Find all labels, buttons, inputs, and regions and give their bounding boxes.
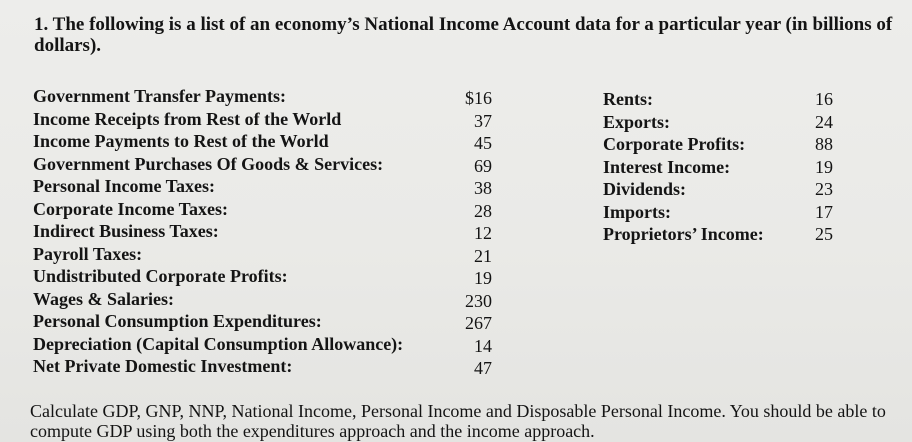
line-item-label: Interest Income:: [603, 156, 731, 177]
line-item-label: Personal Income Taxes:: [33, 176, 215, 196]
line-item-value: 267: [465, 313, 492, 333]
line-item-label: Corporate Income Taxes:: [33, 198, 228, 219]
line-item-value: 21: [474, 245, 492, 266]
line-item-value: 17: [815, 201, 833, 222]
line-item-label: Exports:: [603, 111, 670, 132]
line-item-value: 19: [474, 268, 492, 288]
line-item-label: Depreciation (Capital Consumption Allowance):: [33, 333, 404, 354]
line-item-value: 24: [815, 111, 833, 132]
left-labels: [33, 85, 403, 378]
line-item-value: $16: [465, 88, 492, 108]
line-item-label: Proprietors’ Income:: [603, 224, 764, 244]
right-labels: [603, 88, 764, 246]
line-item-label: Personal Consumption Expenditures:: [33, 311, 322, 331]
line-item-value: 12: [474, 223, 492, 243]
line-item-value: 47: [474, 358, 492, 378]
line-item-label: Dividends:: [603, 179, 687, 199]
line-item-value: 69: [474, 155, 492, 176]
line-item-label: Net Private Domestic Investment:: [33, 356, 293, 376]
line-item-label: Rents:: [603, 89, 653, 109]
left-values: [440, 87, 492, 380]
line-item-value: 23: [815, 179, 833, 199]
line-item-value: 19: [815, 156, 833, 177]
line-item-label: Wages & Salaries:: [33, 288, 174, 309]
line-item-value: 38: [474, 178, 492, 198]
right-values: [795, 88, 833, 246]
line-item-label: Government Transfer Payments:: [33, 86, 286, 106]
line-item-label: Indirect Business Taxes:: [33, 221, 219, 241]
line-item-value: 37: [474, 110, 492, 131]
line-item-label: Income Receipts from Rest of the World: [33, 108, 342, 129]
line-item-value: 28: [474, 200, 492, 221]
line-item-value: 88: [815, 134, 833, 154]
line-item-label: Undistributed Corporate Profits:: [33, 266, 288, 286]
line-item-value: 16: [815, 89, 833, 109]
line-item-label: Income Payments to Rest of the World: [33, 131, 329, 151]
instructions-text: Calculate GDP, GNP, NNP, National Income, Personal Income and Disposable Personal Income. You should be able to compute GDP using both the expenditures approach and the income approach.: [30, 401, 886, 441]
question-heading: 1. The following is a list of an economy’s National Income Account data for a particular year (in billions of dollars).: [34, 14, 893, 56]
line-item-label: Payroll Taxes:: [33, 243, 143, 264]
line-item-label: Imports:: [603, 201, 671, 222]
line-item-label: Corporate Profits:: [603, 134, 746, 154]
line-item-label: Government Purchases Of Goods & Services:: [33, 153, 384, 174]
line-item-value: 230: [465, 290, 492, 311]
line-item-value: 25: [815, 224, 833, 244]
line-item-value: 45: [474, 133, 492, 153]
line-item-value: 14: [474, 335, 492, 356]
